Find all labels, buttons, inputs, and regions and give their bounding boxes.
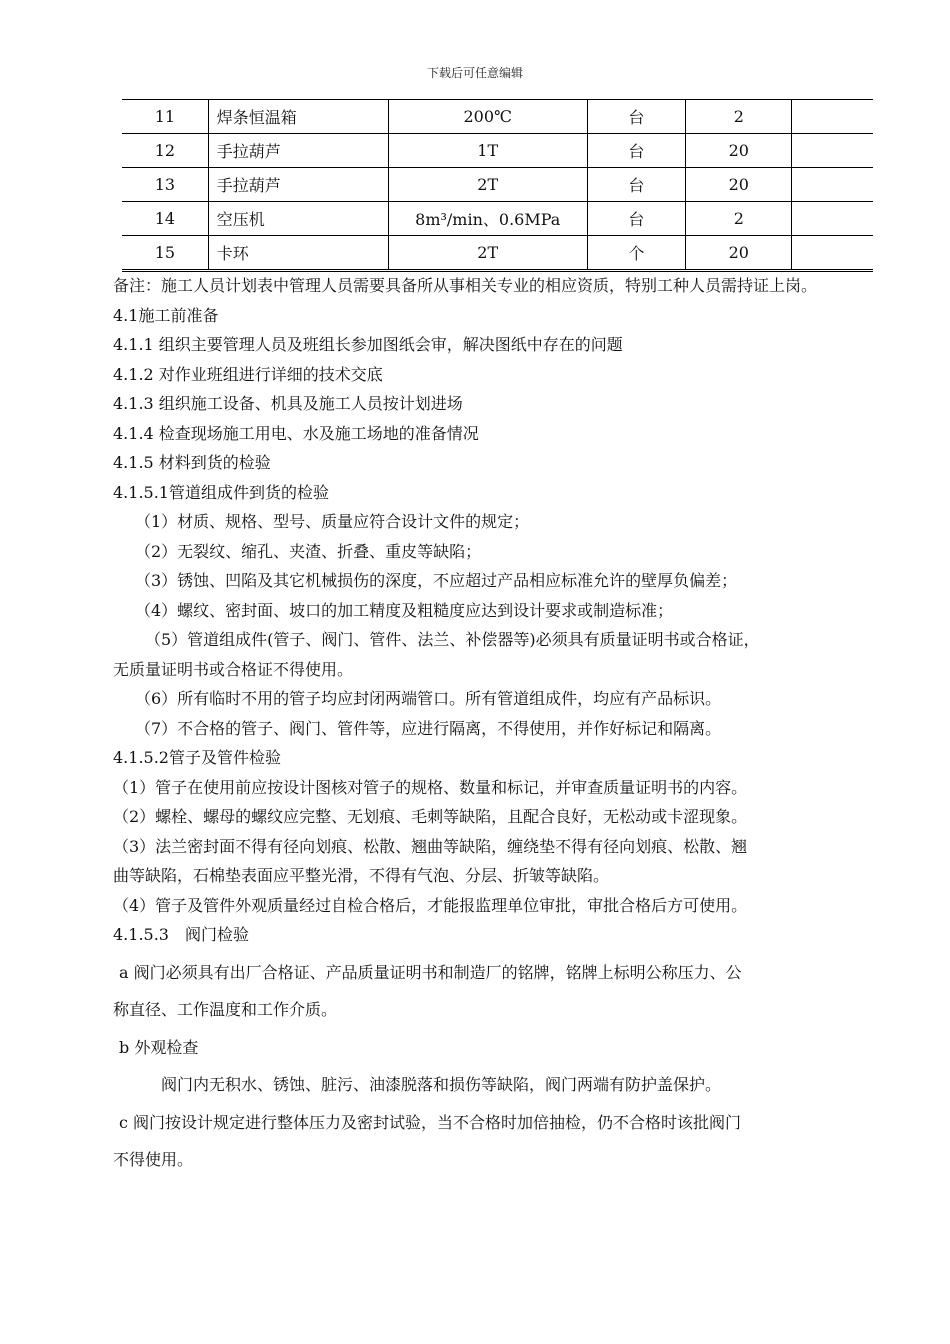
cell-spec: 200℃ [388,100,587,134]
list-item-continuation: 无质量证明书或合格证不得使用。 [113,659,354,679]
valve-item-a: a 阀门必须具有出厂合格证、产品质量证明书和制造厂的铭牌，铭牌上标明公称压力、公 [119,962,742,982]
cell-qty: 20 [686,134,792,168]
subsection-line: 4.1.3 组织施工设备、机具及施工人员按计划进场 [113,394,463,413]
subsection-line: 4.1.4 检查现场施工用电、水及施工场地的准备情况 [113,423,479,443]
list-item: （4）螺纹、密封面、坡口的加工精度及粗糙度应达到设计要求或制造标准； [135,600,674,620]
cell-spec: 1T [388,134,587,168]
cell-spec: 2T [388,168,587,202]
subsection-heading: 4.1.5.2管子及管件检验 [113,748,281,767]
subsection-line: 4.1.1 组织主要管理人员及班组长参加图纸会审，解决图纸中存在的问题 [113,335,623,354]
cell-remark [792,134,873,168]
section-heading: 4.1施工前准备 [113,305,219,325]
document-body [113,271,883,1175]
valve-item-b-text: 阀门内无积水、锈蚀、脏污、油漆脱落和损伤等缺陷，阀门两端有防护盖保护。 [161,1075,722,1094]
cell-name: 手拉葫芦 [208,134,388,168]
cell-unit: 台 [587,168,685,202]
list-item: （4）管子及管件外观质量经过自检合格后，才能报监理单位审批，审批合格后方可使用。 [113,895,748,915]
cell-remark [792,202,873,236]
list-item: （6）所有临时不用的管子均应封闭两端管口。所有管道组成件，均应有产品标识。 [135,689,722,708]
cell-remark [792,236,873,271]
table-row [122,202,873,236]
table-note: 备注：施工人员计划表中管理人员需要具备所从事相关专业的相应资质，特别工种人员需持证上岗。 [113,276,818,295]
cell-name: 焊条恒温箱 [208,100,388,134]
list-item-continuation: 曲等缺陷，石棉垫表面应平整光滑，不得有气泡、分层、折皱等缺陷。 [113,866,610,885]
cell-name: 手拉葫芦 [208,168,388,202]
valve-item-b: b 外观检查 [119,1037,199,1057]
table-row [122,236,873,271]
list-item: （7）不合格的管子、阀门、管件等，应进行隔离，不得使用，并作好标记和隔离。 [135,718,722,738]
list-item: （1）材质、规格、型号、质量应符合设计文件的规定； [135,512,530,531]
cell-no: 14 [122,202,208,236]
cell-remark [792,168,873,202]
cell-no: 12 [122,134,208,168]
list-item: （3）锈蚀、凹陷及其它机械损伤的深度，不应超过产品相应标准允许的壁厚负偏差； [135,571,738,590]
subsection-heading: 4.1.5.1管道组成件到货的检验 [113,482,329,502]
table-row [122,168,873,202]
valve-item-c: c 阀门按设计规定进行整体压力及密封试验，当不合格时加倍抽检，仍不合格时该批阀门 [119,1112,742,1132]
list-item: （1）管子在使用前应按设计图核对管子的规格、数量和标记，并审查质量证明书的内容。 [113,777,748,797]
table-row [122,100,873,134]
cell-qty: 20 [686,168,792,202]
cell-spec: 2T [388,236,587,271]
list-item: （2）螺栓、螺母的螺纹应完整、无划痕、毛刺等缺陷，且配合良好，无松动或卡涩现象。 [113,807,748,826]
valve-item-a-continuation: 称直径、工作温度和工作介质。 [113,1000,338,1019]
cell-unit: 台 [587,202,685,236]
cell-spec: 8m³/min、0.6MPa [388,202,587,236]
cell-name: 卡环 [208,236,388,271]
cell-no: 11 [122,100,208,134]
table-row [122,134,873,168]
cell-unit: 台 [587,100,685,134]
cell-no: 15 [122,236,208,271]
cell-qty: 2 [686,202,792,236]
cell-no: 13 [122,168,208,202]
cell-unit: 个 [587,236,685,271]
cell-name: 空压机 [208,202,388,236]
subsection-line: 4.1.2 对作业班组进行详细的技术交底 [113,364,383,384]
valve-item-c-continuation: 不得使用。 [113,1150,194,1169]
list-item: （3）法兰密封面不得有径向划痕、松散、翘曲等缺陷，缠绕垫不得有径向划痕、松散、翘 [113,836,748,856]
list-item: （2）无裂纹、缩孔、夹渣、折叠、重皮等缺陷； [135,541,482,561]
subsection-line: 4.1.5 材料到货的检验 [113,453,271,472]
cell-qty: 20 [686,236,792,271]
subsection-heading: 4.1.5.3 阀门检验 [113,925,249,944]
cell-remark [792,100,873,134]
list-item: （5）管道组成件(管子、阀门、管件、法兰、补偿器等)必须具有质量证明书或合格证， [145,630,760,649]
equipment-table [122,99,873,272]
page-header: 下载后可任意编辑 [426,66,523,80]
cell-unit: 台 [587,134,685,168]
cell-qty: 2 [686,100,792,134]
